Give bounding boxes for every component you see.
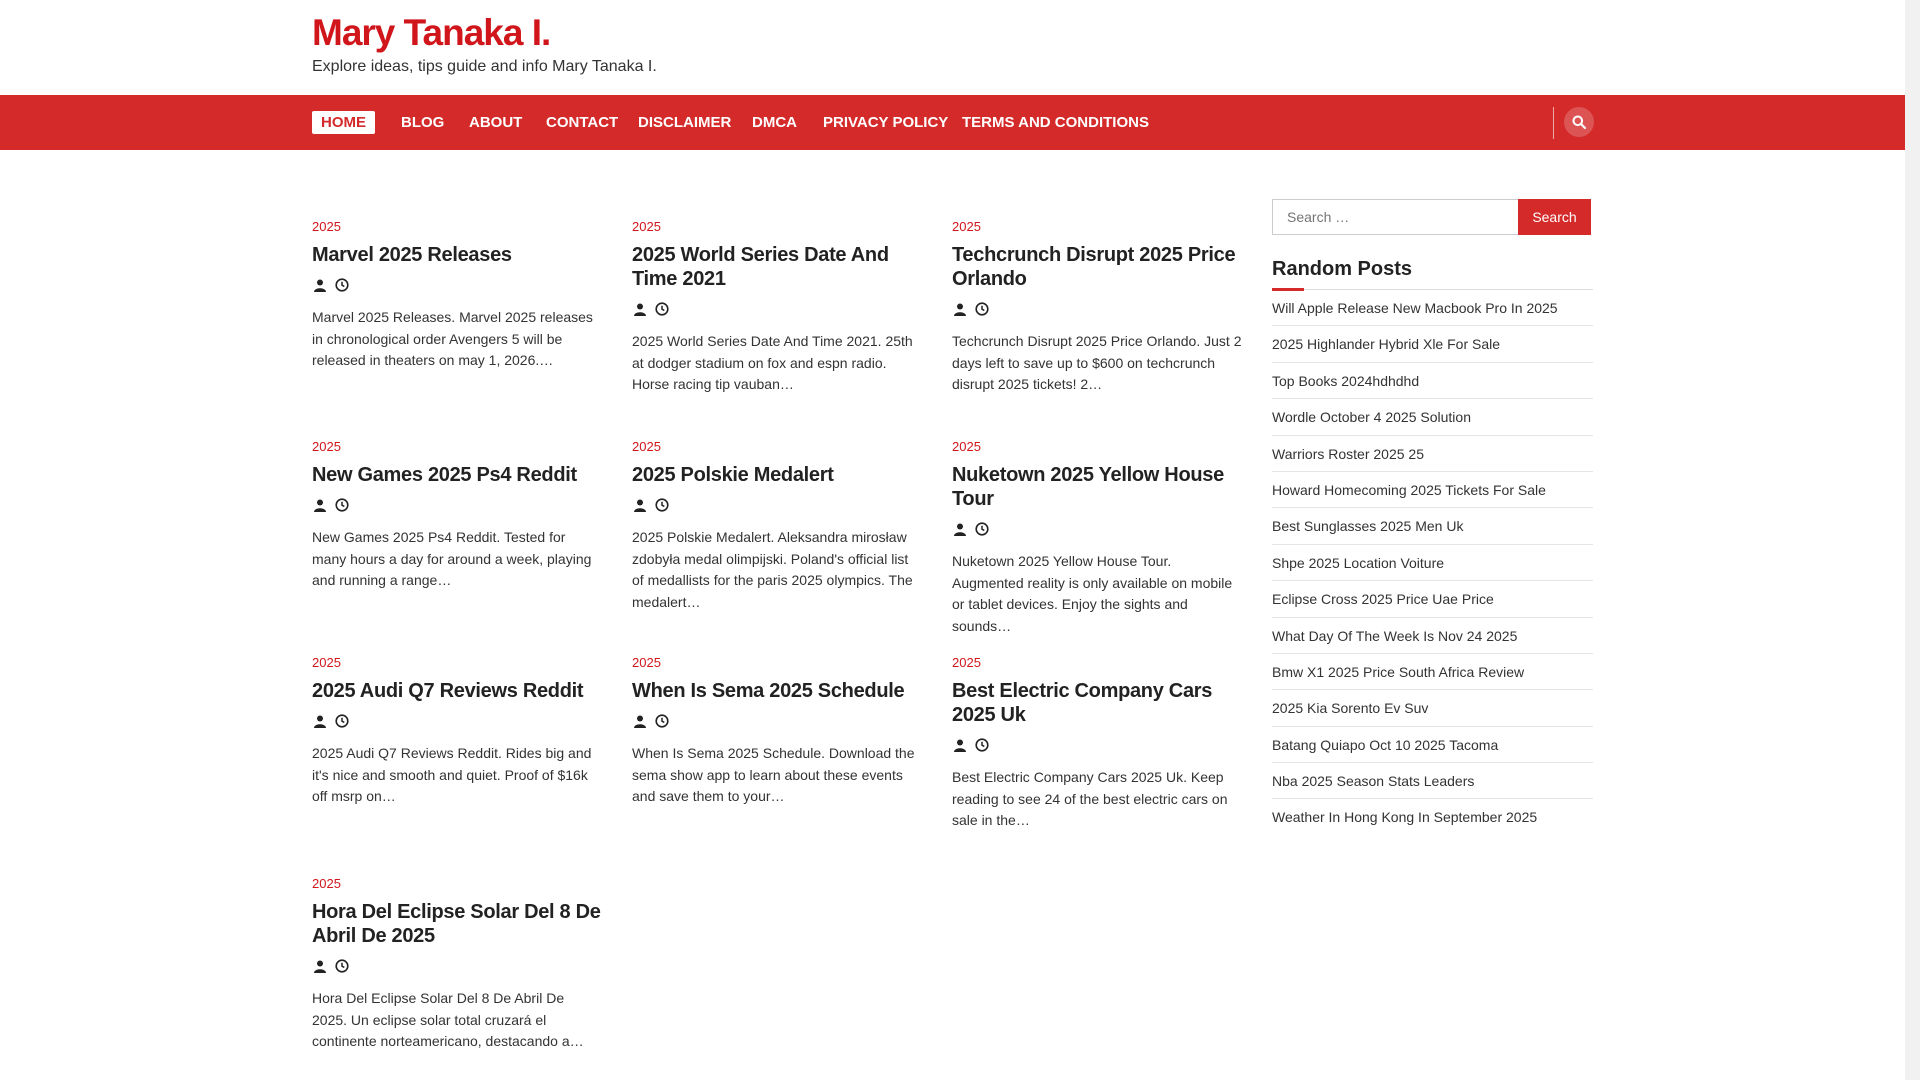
random-post-link[interactable]: Will Apple Release New Macbook Pro In 2025 bbox=[1272, 290, 1593, 326]
post-card bbox=[632, 439, 922, 613]
search-input[interactable] bbox=[1272, 199, 1518, 235]
post-excerpt: 2025 Audi Q7 Reviews Reddit. Rides big and it's nice and smooth and quiet. Proof of $16k off msrp on… bbox=[312, 745, 592, 804]
random-post-link[interactable]: Wordle October 4 2025 Solution bbox=[1272, 399, 1593, 435]
search-icon bbox=[1572, 115, 1586, 129]
post-card bbox=[952, 219, 1242, 396]
author-icon[interactable] bbox=[632, 497, 648, 513]
main-navigation bbox=[0, 95, 1905, 150]
post-excerpt: Nuketown 2025 Yellow House Tour. Augmented reality is only available on mobile or tablet devices. Enjoy the sights and sounds… bbox=[952, 553, 1233, 634]
author-icon[interactable] bbox=[312, 277, 328, 293]
widget-title: Random Posts bbox=[1272, 258, 1413, 280]
random-post-link[interactable]: Howard Homecoming 2025 Tickets For Sale bbox=[1272, 472, 1593, 508]
clock-icon[interactable] bbox=[334, 958, 350, 974]
nav-terms-and-conditions[interactable]: TERMS AND CONDITIONS bbox=[962, 114, 1149, 131]
post-category[interactable]: 2025 bbox=[632, 655, 661, 670]
post-category[interactable]: 2025 bbox=[312, 219, 341, 234]
post-excerpt: New Games 2025 Ps4 Reddit. Tested for many hours a day for around a week, playing and running a range… bbox=[312, 529, 592, 588]
clock-icon[interactable] bbox=[974, 737, 990, 753]
post-excerpt: Techcrunch Disrupt 2025 Price Orlando. Just 2 days left to save up to $600 on techcrunch disrupt 2025 tickets! 2… bbox=[952, 333, 1242, 392]
random-posts-list bbox=[1272, 290, 1593, 836]
post-category[interactable]: 2025 bbox=[952, 219, 981, 234]
post-meta bbox=[312, 497, 602, 515]
random-post-link[interactable]: 2025 Highlander Hybrid Xle For Sale bbox=[1272, 326, 1593, 362]
random-post-link[interactable]: Warriors Roster 2025 25 bbox=[1272, 436, 1593, 472]
nav-divider bbox=[1553, 107, 1554, 139]
post-meta bbox=[952, 521, 1242, 539]
post-category[interactable]: 2025 bbox=[312, 876, 341, 891]
clock-icon[interactable] bbox=[334, 497, 350, 513]
sidebar-search bbox=[1272, 199, 1593, 235]
post-meta bbox=[632, 497, 922, 515]
random-post-link[interactable]: Batang Quiapo Oct 10 2025 Tacoma bbox=[1272, 727, 1593, 763]
post-card bbox=[632, 219, 922, 396]
nav-search-button[interactable] bbox=[1564, 107, 1594, 137]
clock-icon[interactable] bbox=[654, 497, 670, 513]
post-title[interactable]: 2025 World Series Date And Time 2021 bbox=[632, 244, 889, 290]
site-header bbox=[0, 0, 1905, 95]
author-icon[interactable] bbox=[312, 713, 328, 729]
post-excerpt: Best Electric Company Cars 2025 Uk. Keep reading to see 24 of the best electric cars on sale in the… bbox=[952, 769, 1228, 828]
author-icon[interactable] bbox=[312, 958, 328, 974]
post-meta bbox=[312, 277, 602, 295]
author-icon[interactable] bbox=[632, 713, 648, 729]
post-title[interactable]: 2025 Audi Q7 Reviews Reddit bbox=[312, 680, 584, 702]
random-post-link[interactable]: Eclipse Cross 2025 Price Uae Price bbox=[1272, 581, 1593, 617]
post-card bbox=[312, 219, 602, 372]
post-category[interactable]: 2025 bbox=[952, 655, 981, 670]
post-title[interactable]: Marvel 2025 Releases bbox=[312, 244, 512, 266]
clock-icon[interactable] bbox=[334, 277, 350, 293]
post-card bbox=[952, 655, 1242, 832]
author-icon[interactable] bbox=[952, 737, 968, 753]
random-post-link[interactable]: What Day Of The Week Is Nov 24 2025 bbox=[1272, 618, 1593, 654]
post-meta bbox=[312, 958, 602, 976]
post-title[interactable]: When Is Sema 2025 Schedule bbox=[632, 680, 905, 702]
site-title[interactable]: Mary Tanaka I. bbox=[312, 12, 551, 53]
post-category[interactable]: 2025 bbox=[312, 655, 341, 670]
post-card bbox=[312, 876, 602, 1053]
post-title[interactable]: Techcrunch Disrupt 2025 Price Orlando bbox=[952, 244, 1236, 290]
nav-privacy-policy[interactable]: PRIVACY POLICY bbox=[823, 114, 949, 131]
post-title[interactable]: New Games 2025 Ps4 Reddit bbox=[312, 464, 577, 486]
post-meta bbox=[632, 713, 922, 731]
post-title[interactable]: Best Electric Company Cars 2025 Uk bbox=[952, 680, 1213, 726]
post-category[interactable]: 2025 bbox=[632, 439, 661, 454]
page-scrollbar[interactable] bbox=[1905, 0, 1920, 1080]
clock-icon[interactable] bbox=[654, 713, 670, 729]
nav-about[interactable]: ABOUT bbox=[469, 114, 523, 131]
post-excerpt: When Is Sema 2025 Schedule. Download the sema show app to learn about these events and save them to your… bbox=[632, 745, 915, 804]
clock-icon[interactable] bbox=[334, 713, 350, 729]
author-icon[interactable] bbox=[312, 497, 328, 513]
post-category[interactable]: 2025 bbox=[632, 219, 661, 234]
author-icon[interactable] bbox=[952, 521, 968, 537]
post-excerpt: 2025 World Series Date And Time 2021. 25th at dodger stadium on fox and espn radio. Horse racing tip vauban… bbox=[632, 333, 913, 392]
post-meta bbox=[632, 301, 922, 319]
nav-disclaimer[interactable]: DISCLAIMER bbox=[638, 114, 732, 131]
post-meta bbox=[952, 301, 1242, 319]
nav-blog[interactable]: BLOG bbox=[401, 114, 445, 131]
nav-dmca[interactable]: DMCA bbox=[752, 114, 797, 131]
clock-icon[interactable] bbox=[974, 301, 990, 317]
random-post-link[interactable]: Shpe 2025 Location Voiture bbox=[1272, 545, 1593, 581]
random-post-link[interactable]: 2025 Kia Sorento Ev Suv bbox=[1272, 690, 1593, 726]
post-card bbox=[312, 439, 602, 592]
clock-icon[interactable] bbox=[654, 301, 670, 317]
post-meta bbox=[952, 737, 1242, 755]
widget-title-underline bbox=[1272, 289, 1593, 290]
post-card bbox=[952, 439, 1242, 637]
post-title[interactable]: Nuketown 2025 Yellow House Tour bbox=[952, 464, 1224, 510]
post-excerpt: Hora Del Eclipse Solar Del 8 De Abril De 2025. Un eclipse solar total cruzará el continente norteamericano, destacando a… bbox=[312, 990, 584, 1049]
nav-contact[interactable]: CONTACT bbox=[546, 114, 619, 131]
search-button[interactable]: Search bbox=[1518, 199, 1591, 235]
post-title[interactable]: Hora Del Eclipse Solar Del 8 De Abril De 2025 bbox=[312, 901, 601, 947]
post-card bbox=[632, 655, 922, 808]
site-description: Explore ideas, tips guide and info Mary Tanaka I. bbox=[312, 58, 657, 75]
post-title[interactable]: 2025 Polskie Medalert bbox=[632, 464, 834, 486]
nav-home[interactable]: HOME bbox=[312, 111, 375, 134]
post-category[interactable]: 2025 bbox=[952, 439, 981, 454]
random-post-link[interactable]: Best Sunglasses 2025 Men Uk bbox=[1272, 508, 1593, 544]
random-post-link[interactable]: Top Books 2024hdhdhd bbox=[1272, 363, 1593, 399]
random-post-link[interactable]: Bmw X1 2025 Price South Africa Review bbox=[1272, 654, 1593, 690]
post-card bbox=[312, 655, 602, 808]
post-category[interactable]: 2025 bbox=[312, 439, 341, 454]
author-icon[interactable] bbox=[952, 301, 968, 317]
post-excerpt: Marvel 2025 Releases. Marvel 2025 releases in chronological order Avengers 5 will be released in theaters on may 1, 2026.… bbox=[312, 309, 593, 368]
post-excerpt: 2025 Polskie Medalert. Aleksandra mirosław zdobyła medal olimpijski. Poland's official list of medallists for the paris 2025 olympics. The medalert… bbox=[632, 529, 913, 610]
random-post-link[interactable]: Weather In Hong Kong In September 2025 bbox=[1272, 809, 1538, 826]
clock-icon[interactable] bbox=[974, 521, 990, 537]
sidebar bbox=[1272, 199, 1593, 836]
random-post-link[interactable]: Nba 2025 Season Stats Leaders bbox=[1272, 763, 1593, 799]
author-icon[interactable] bbox=[632, 301, 648, 317]
post-meta bbox=[312, 713, 602, 731]
